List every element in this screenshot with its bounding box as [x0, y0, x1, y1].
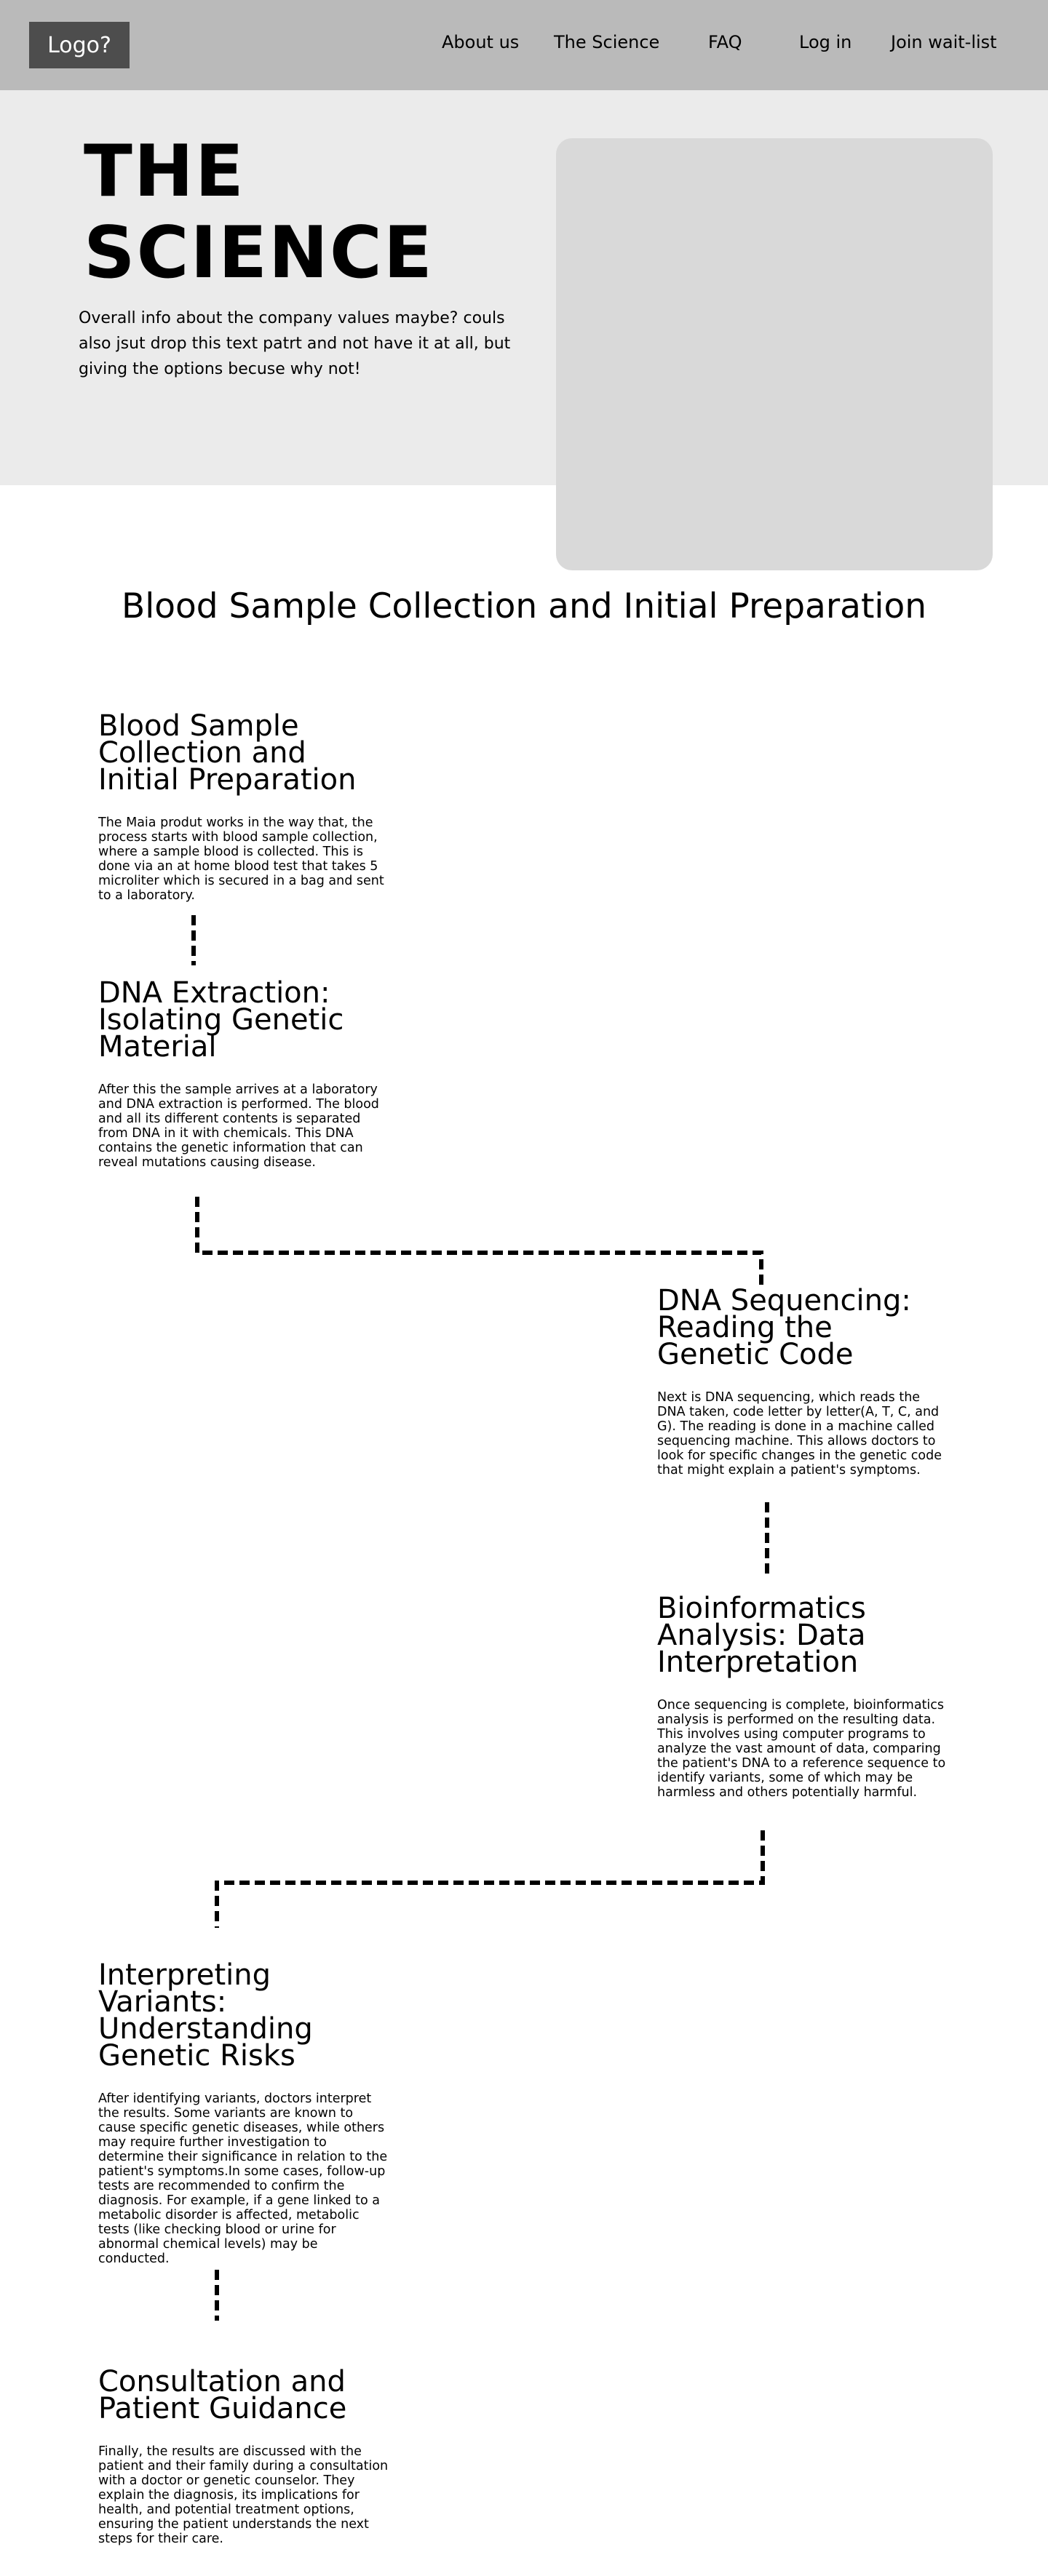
logo-placeholder[interactable]: Logo?: [29, 22, 130, 68]
step-text: After identifying variants, doctors interpret the results. Some variants are known to cause specific genetic diseases, while others may require further investigation to determine their significance in relation to the patient's symptoms.In some cases, follow-up tests are recommended to confirm the diagnosis. For example, if a gene linked to a metabolic disorder is affected, metabolic tests (like checking blood or urine for abnormal chemical levels) may be conducted.: [98, 2091, 388, 2266]
connector-4-5: [217, 1830, 763, 1928]
process-step-consultation: [98, 2365, 389, 2546]
step-title: Interpreting Variants: Understanding Genetic Risks: [98, 1958, 313, 2073]
nav-about-us[interactable]: About us: [442, 32, 520, 52]
page-title-line-2: SCIENCE: [84, 212, 434, 295]
nav-join-wait-list[interactable]: Join wait-list: [891, 32, 997, 52]
process-step-dna-extraction: [98, 976, 389, 1170]
nav-log-in[interactable]: Log in: [799, 32, 852, 52]
step-text: The Maia produt works in the way that, the process starts with blood sample collection, where a sample blood is collected. This is done via an at home blood test that takes 5 microliter which is secured in a bag and sent to a laboratory.: [98, 816, 384, 903]
nav-the-science[interactable]: The Science: [554, 32, 660, 52]
step-text: Once sequencing is complete, bioinformatics analysis is performed on the resulting data. This involves using computer programs to analyze the vast amount of data, comparing the patient's DNA to a reference sequence to identify variants, some of which may be harmless and others potentially harmful.: [657, 1698, 946, 1800]
section-title: Blood Sample Collection and Initial Preparation: [121, 586, 927, 626]
step-text: After this the sample arrives at a laboratory and DNA extraction is performed. The blood and all its different contents is separated from DNA in it with chemicals. This DNA contains the genetic information that can reveal mutations causing disease.: [98, 1082, 379, 1170]
step-text: Next is DNA sequencing, which reads the DNA taken, code letter by letter(A, T, C, and G). The reading is done in a machine called sequencing machine. This allows doctors to look for specific changes in the genetic code that might explain a patient's symptoms.: [657, 1390, 942, 1478]
process-step-dna-sequencing: [657, 1284, 948, 1478]
connector-2-3: [197, 1197, 761, 1286]
step-text: Finally, the results are discussed with the patient and their family during a consultation with a doctor or genetic counselor. They explain the diagnosis, its implications for health, and potential treatment options, ensuring the patient understands the next steps for their care.: [98, 2444, 389, 2546]
process-step-blood-collection: [98, 709, 389, 903]
process-step-bioinformatics: [657, 1592, 948, 1800]
page-title-line-1: THE: [84, 130, 245, 213]
step-title: Blood Sample Collection and Initial Preparation: [98, 709, 357, 797]
step-title: DNA Extraction: Isolating Genetic Material: [98, 976, 344, 1064]
hero-description: Overall info about the company values maybe? couls also jsut drop this text patrt and not have it at all, but giving the options becuse why not!: [79, 309, 511, 378]
nav-faq[interactable]: FAQ: [708, 32, 742, 52]
step-title: Consultation and Patient Guidance: [98, 2365, 347, 2425]
step-title: Bioinformatics Analysis: Data Interpretation: [657, 1592, 866, 1679]
process-step-interpreting-variants: [98, 1958, 389, 2266]
step-title: DNA Sequencing: Reading the Genetic Code: [657, 1284, 911, 1371]
